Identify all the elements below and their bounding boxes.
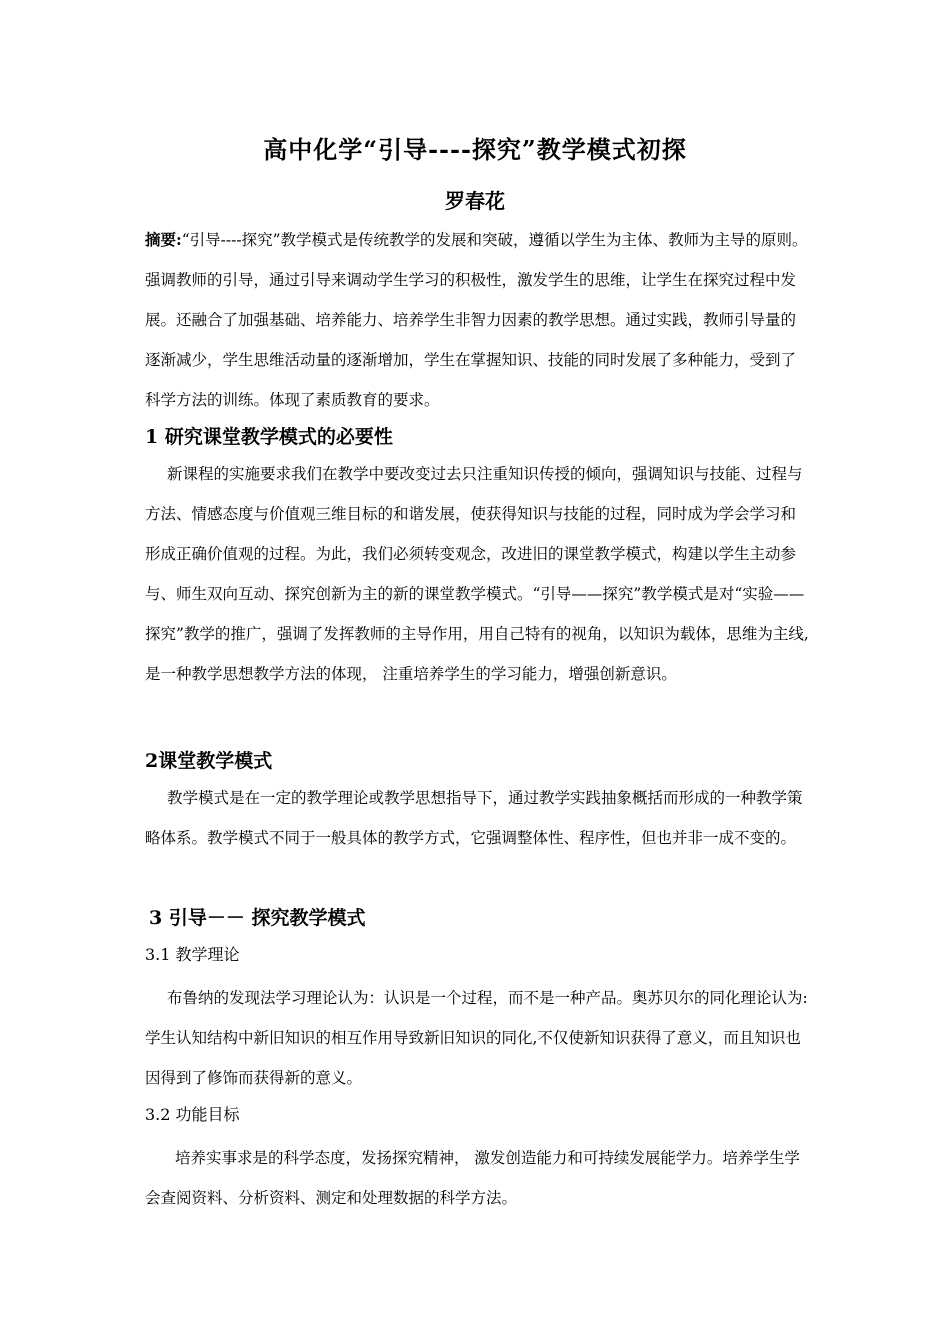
section-1-heading: 1 研究课堂教学模式的必要性 [145,426,393,448]
subsection-3-1-paragraph: 布鲁纳的发现法学习理论认为：认识是一个过程，而不是一种产品。奥苏贝尔的同化理论认为:学生认知结构中新旧知识的相互作用导致新旧知识的同化,不仅使新知识获得了意义，而且知识也因得到了修饰而获得新的意义。 [145,989,808,1087]
section-2-paragraph: 教学模式是在一定的教学理论或教学思想指导下，通过教学实践抽象概括而形成的一种教学策略体系。教学模式不同于一般具体的教学方式，它强调整体性、程序性，但也并非一成不变的。 [145,789,803,847]
abstract-paragraph [145,220,810,420]
document-title: 高中化学“引导----探究”教学模式初探 [263,135,687,164]
section-3-heading: 3 引导－－ 探究教学模式 [149,907,366,929]
subsection-3-2-heading: 3.2 功能目标 [145,1105,240,1124]
abstract-text: “引导----探究”教学模式是传统教学的发展和突破，遵循以学生为主体、教师为主导的原则。强调教师的引导，通过引导来调动学生学习的积极性，激发学生的思维，让学生在探究过程中发展。还融合了加强基础、培养能力、培养学生非智力因素的教学思想。通过实践，教师引导量的逐渐减少，学生思维活动量的逐渐增加，学生在掌握知识、技能的同时发展了多种能力，受到了科学方法的训练。体现了素质教育的要求。 [145,231,808,409]
author-name: 罗春花 [445,189,505,213]
section-2-heading: 2课堂教学模式 [145,750,273,772]
subsection-3-2-paragraph: 培养实事求是的科学态度，发扬探究精神， 激发创造能力和可持续发展能学力。培养学生学会查阅资料、分析资料、测定和处理数据的科学方法。 [145,1149,800,1207]
section-1-paragraph: 新课程的实施要求我们在教学中要改变过去只注重知识传授的倾向，强调知识与技能、过程与方法、情感态度与价值观三维目标的和谐发展，使获得知识与技能的过程，同时成为学会学习和形成正确价值观的过程。为此，我们必须转变观念，改进旧的课堂教学模式，构建以学生主动参与、师生双向互动、探究创新为主的新的课堂教学模式。“引导——探究”教学模式是对“实验——探究”教学的推广，强调了发挥教师的主导作用，用自己特有的视角，以知识为载体，思维为主线,是一种教学思想教学方法的体现， 注重培养学生的学习能力，增强创新意识。 [145,465,809,683]
abstract-label: 摘要: [145,230,182,249]
subsection-3-1-heading: 3.1 教学理论 [145,945,240,964]
